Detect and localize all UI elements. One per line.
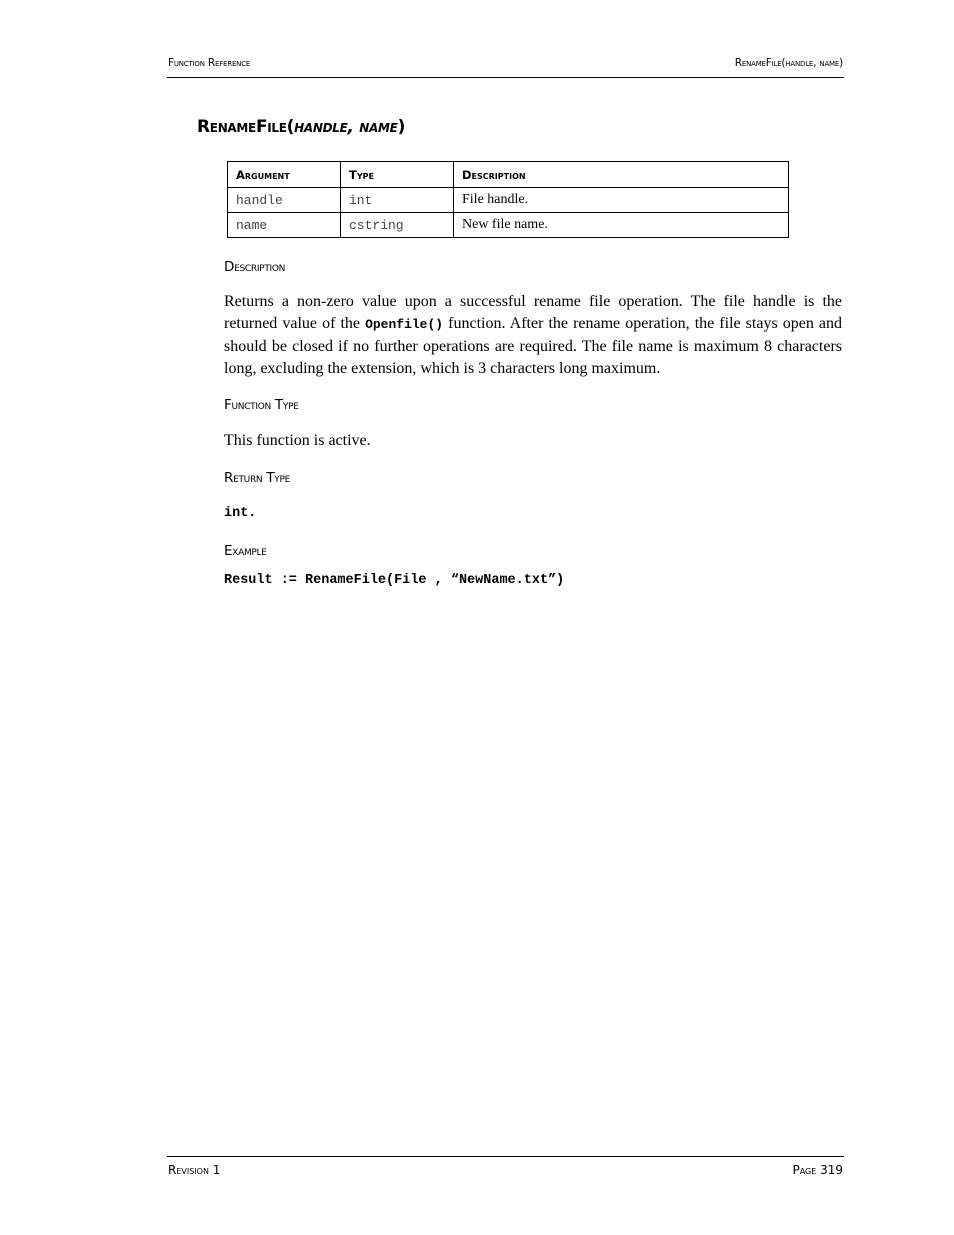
cell-type: int: [341, 188, 454, 213]
column-header-argument: Argument: [228, 162, 341, 188]
table-row: [228, 213, 789, 238]
description-heading: Description: [224, 259, 286, 275]
function-title: [197, 117, 405, 137]
header-section-title: Function Reference: [168, 57, 251, 69]
description-text-after: function. After the rename operation, the file stays open and should be closed if no further operations are required. The file name is maximum 8 characters long, excluding the extension, which is 3 characters long maximum.: [224, 315, 843, 377]
cell-description: File handle.: [454, 188, 789, 213]
table-row: [228, 188, 789, 213]
openfile-code: Openfile(): [365, 317, 444, 332]
function-type-heading: Function Type: [224, 397, 299, 413]
return-type-value: int.: [224, 506, 257, 521]
return-type-heading: Return Type: [224, 470, 290, 486]
running-footer: [167, 1156, 844, 1177]
example-heading: Example: [224, 543, 267, 559]
function-title-close: ): [397, 117, 406, 137]
function-type-text: This function is active.: [224, 432, 371, 449]
column-header-type: Type: [341, 162, 454, 188]
running-header: [167, 56, 844, 78]
footer-page-number: Page 319: [792, 1163, 843, 1177]
header-function-name: RenameFile(handle, name): [734, 57, 843, 69]
description-text-before: Returns a non-zero value upon a successful rename file operation. The file handle is the returned value of the: [224, 293, 842, 332]
column-header-description: Description: [454, 162, 789, 188]
function-title-params: handle, name: [294, 117, 398, 137]
cell-argument: name: [228, 213, 341, 238]
arguments-table: [227, 161, 789, 238]
cell-description: New file name.: [454, 213, 789, 238]
description-paragraph: [224, 291, 842, 380]
table-header-row: [228, 162, 789, 188]
cell-argument: handle: [228, 188, 341, 213]
function-title-name: RenameFile(: [197, 117, 295, 137]
example-code: Result := RenameFile(File , “NewName.txt”): [224, 573, 565, 588]
cell-type: cstring: [341, 213, 454, 238]
footer-revision: Revision 1: [168, 1163, 221, 1177]
